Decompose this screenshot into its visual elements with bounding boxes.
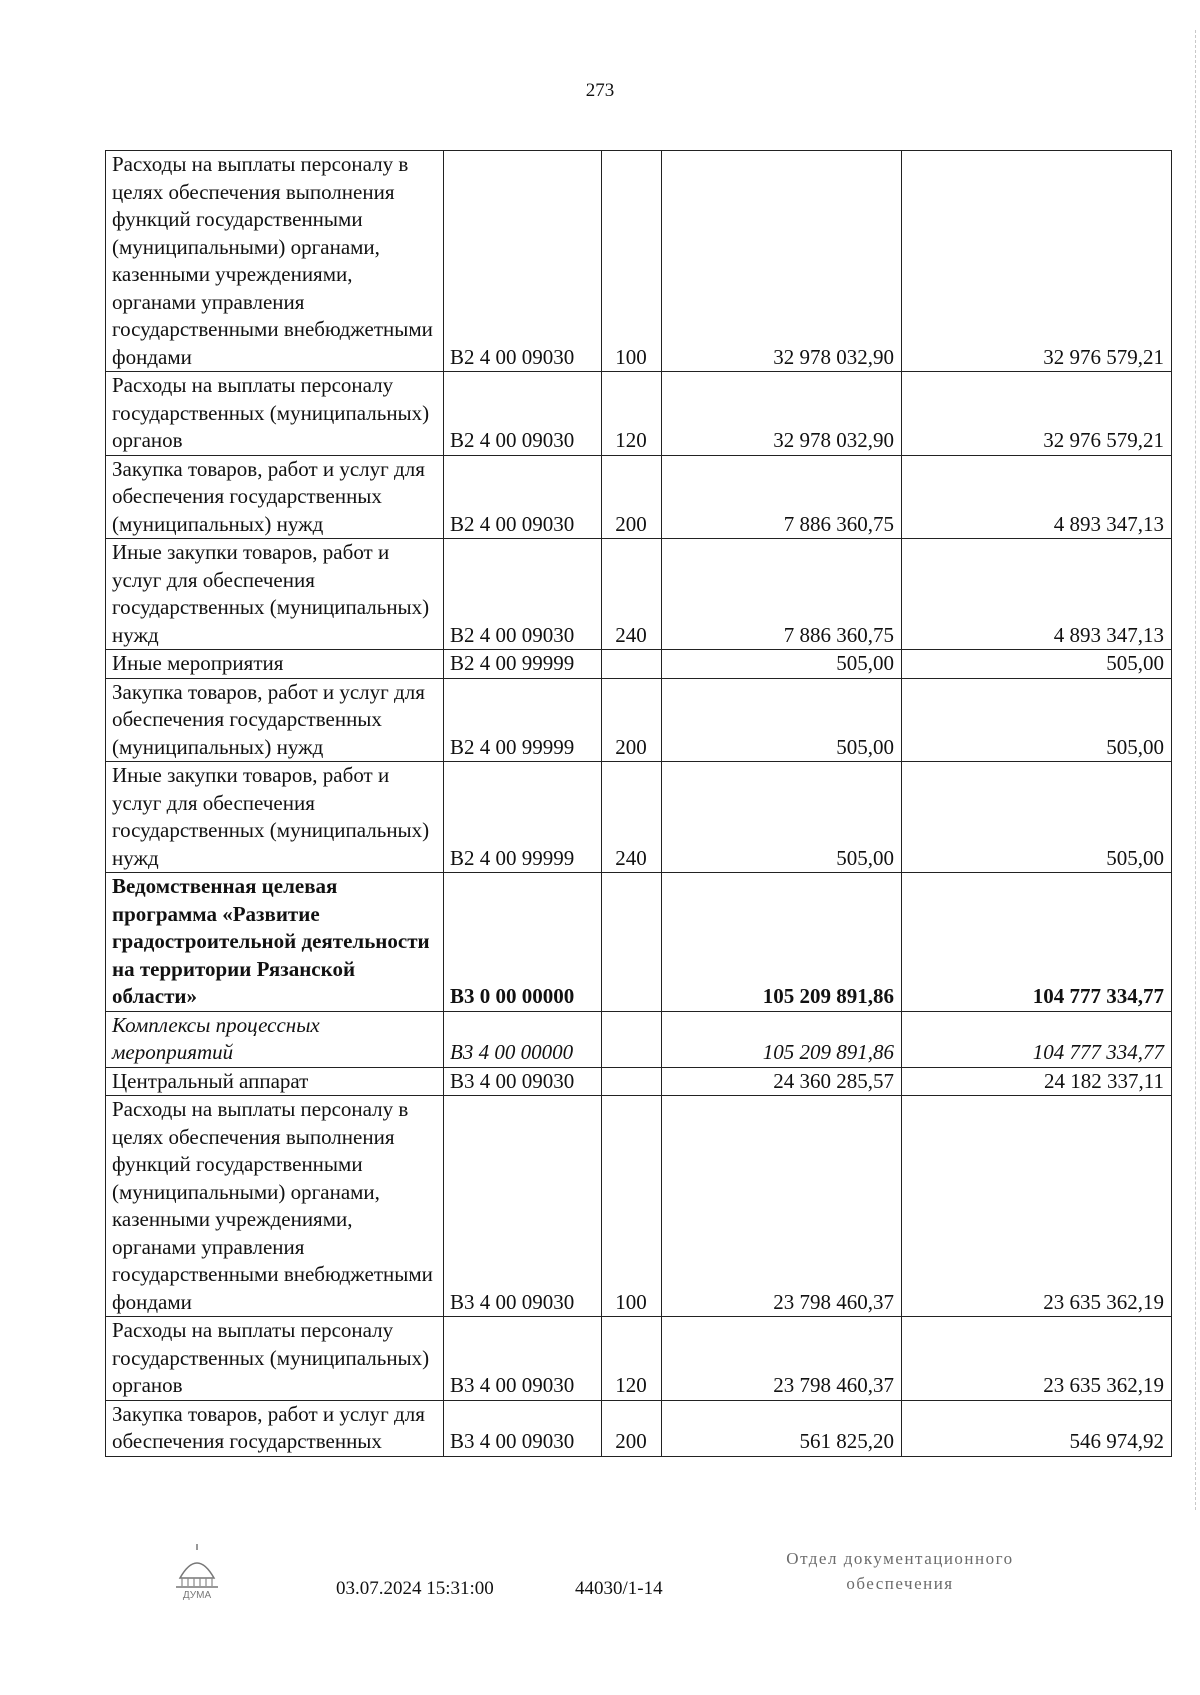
table-row [106,151,1172,372]
row-amount-2: 32 976 579,21 [902,151,1172,372]
row-code: В3 4 00 09030 [444,1067,602,1096]
row-amount-1: 105 209 891,86 [662,873,902,1012]
row-code: В3 0 00 00000 [444,873,602,1012]
table-row [106,678,1172,762]
row-type: 120 [602,372,662,456]
row-name: Комплексы процессных мероприятий [106,1011,444,1067]
row-name: Закупка товаров, работ и услуг для обеспечения государственных (муниципальных) нужд [106,678,444,762]
row-amount-2: 104 777 334,77 [902,1011,1172,1067]
footer-reg-number: 44030/1-14 [575,1578,663,1599]
row-code: В2 4 00 99999 [444,678,602,762]
row-name: Расходы на выплаты персоналу государственных (муниципальных) органов [106,372,444,456]
row-type [602,1011,662,1067]
row-code: В2 4 00 09030 [444,455,602,539]
row-code: В3 4 00 00000 [444,1011,602,1067]
row-amount-1: 23 798 460,37 [662,1096,902,1317]
row-amount-2: 32 976 579,21 [902,372,1172,456]
row-amount-1: 7 886 360,75 [662,455,902,539]
row-amount-1: 105 209 891,86 [662,1011,902,1067]
row-code: В2 4 00 99999 [444,650,602,679]
row-name: Расходы на выплаты персоналу в целях обеспечения выполнения функций государственными (муниципальными) органами, казенными учреждениями, органами управления государственными внебюджетными фондами [106,1096,444,1317]
row-name: Иные закупки товаров, работ и услуг для обеспечения государственных (муниципальных) нужд [106,762,444,873]
row-amount-2: 104 777 334,77 [902,873,1172,1012]
row-code: В2 4 00 09030 [444,151,602,372]
row-amount-1: 7 886 360,75 [662,539,902,650]
row-amount-2: 505,00 [902,650,1172,679]
row-amount-2: 4 893 347,13 [902,455,1172,539]
stamp-line-1: Отдел документационного [786,1549,1014,1568]
row-code: В3 4 00 09030 [444,1400,602,1456]
row-type [602,1067,662,1096]
row-type [602,873,662,1012]
row-amount-1: 32 978 032,90 [662,151,902,372]
table-row [106,1317,1172,1401]
row-name: Иные закупки товаров, работ и услуг для обеспечения государственных (муниципальных) нужд [106,539,444,650]
emblem-label: ДУМА [182,1590,212,1600]
row-amount-1: 505,00 [662,678,902,762]
page-number: 273 [585,80,615,101]
row-type: 200 [602,455,662,539]
row-amount-1: 505,00 [662,650,902,679]
table-row-complex [106,1011,1172,1067]
row-amount-2: 505,00 [902,762,1172,873]
table-row [106,372,1172,456]
table-row [106,1096,1172,1317]
table-row [106,762,1172,873]
row-name: Расходы на выплаты персоналу в целях обеспечения выполнения функций государственными (муниципальными) органами, казенными учреждениями, органами управления государственными внебюджетными фондами [106,151,444,372]
row-type: 200 [602,1400,662,1456]
table-row [106,1067,1172,1096]
row-amount-1: 24 360 285,57 [662,1067,902,1096]
budget-table [105,150,1172,1457]
table-row [106,1400,1172,1456]
row-amount-2: 23 635 362,19 [902,1317,1172,1401]
table-row-program [106,873,1172,1012]
row-name: Закупка товаров, работ и услуг для обеспечения государственных [106,1400,444,1456]
table-row [106,539,1172,650]
row-amount-1: 505,00 [662,762,902,873]
row-type: 100 [602,151,662,372]
row-name: Ведомственная целевая программа «Развитие градостроительной деятельности на территории Рязанской области» [106,873,444,1012]
row-code: В2 4 00 09030 [444,372,602,456]
row-code: В2 4 00 09030 [444,539,602,650]
row-type: 240 [602,539,662,650]
row-name: Иные мероприятия [106,650,444,679]
row-amount-2: 546 974,92 [902,1400,1172,1456]
footer-date: 03.07.2024 15:31:00 [336,1578,494,1599]
scan-edge [1192,30,1196,1510]
row-type: 100 [602,1096,662,1317]
row-amount-2: 23 635 362,19 [902,1096,1172,1317]
row-amount-2: 24 182 337,11 [902,1067,1172,1096]
row-name: Закупка товаров, работ и услуг для обеспечения государственных (муниципальных) нужд [106,455,444,539]
row-amount-1: 561 825,20 [662,1400,902,1456]
department-stamp [760,1546,1040,1596]
table-row [106,455,1172,539]
stamp-line-2: обеспечения [846,1574,954,1593]
row-name: Центральный аппарат [106,1067,444,1096]
row-type: 200 [602,678,662,762]
duma-emblem-icon [168,1540,226,1600]
row-type: 120 [602,1317,662,1401]
row-type [602,650,662,679]
row-name: Расходы на выплаты персоналу государственных (муниципальных) органов [106,1317,444,1401]
row-amount-1: 32 978 032,90 [662,372,902,456]
table-row [106,650,1172,679]
row-code: В2 4 00 99999 [444,762,602,873]
row-amount-1: 23 798 460,37 [662,1317,902,1401]
row-code: В3 4 00 09030 [444,1096,602,1317]
row-type: 240 [602,762,662,873]
row-amount-2: 4 893 347,13 [902,539,1172,650]
row-amount-2: 505,00 [902,678,1172,762]
row-code: В3 4 00 09030 [444,1317,602,1401]
